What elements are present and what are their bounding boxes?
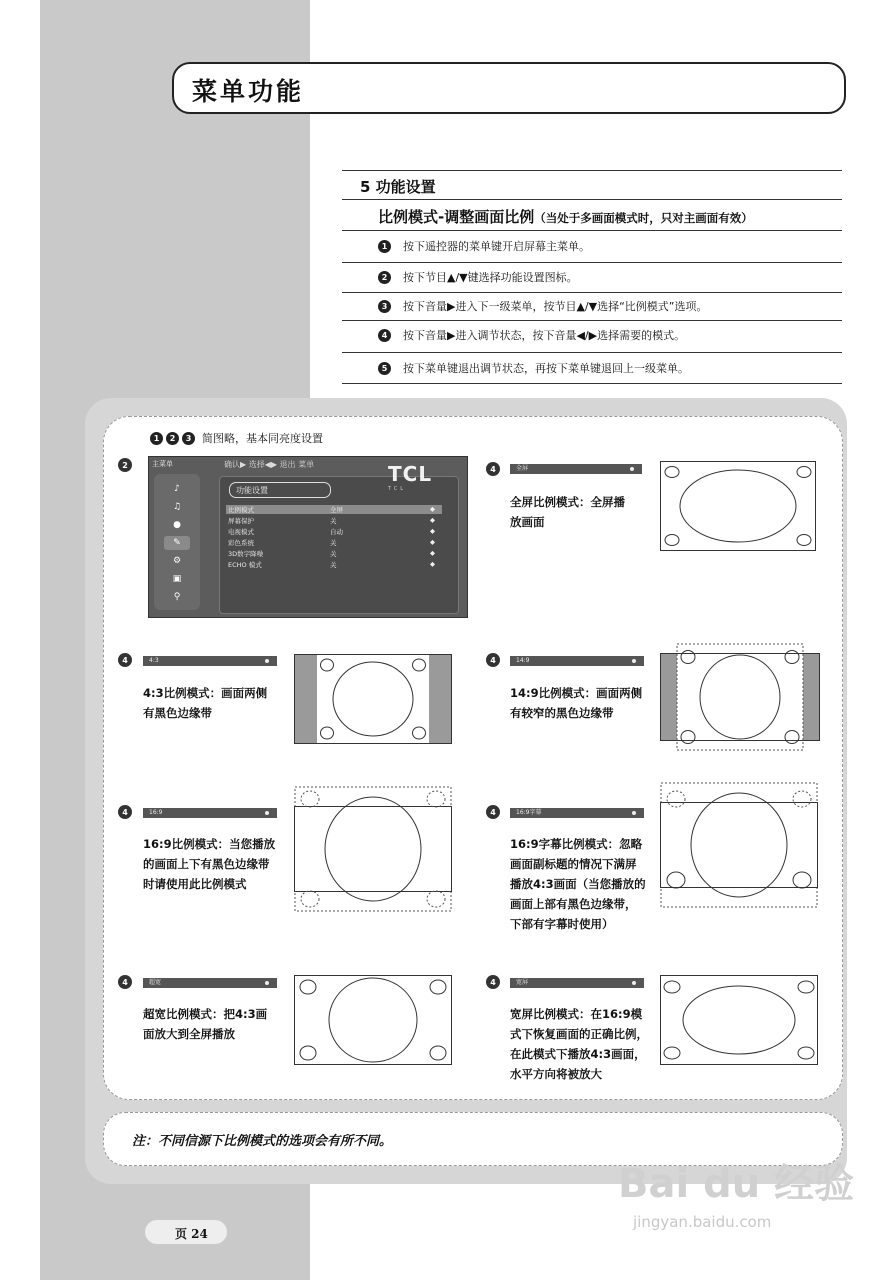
step-badge: 2 xyxy=(118,458,132,472)
tcl-logo: TCL xyxy=(388,462,433,486)
row-value: 关 xyxy=(330,550,337,558)
16-9-mode-screen xyxy=(294,786,452,912)
tv-menu-row xyxy=(226,527,442,536)
row-label: ECHO 模式 xyxy=(228,561,262,569)
row-value: 全屏 xyxy=(330,506,343,514)
description-line: 的画面上下有黑色边缘带 xyxy=(143,857,270,871)
wide-mode-screen xyxy=(660,975,818,1065)
baidu-watermark-url: jingyan.baidu.com xyxy=(633,1213,772,1231)
row-label: 3D数字降噪 xyxy=(228,550,264,558)
4-3-mode-screen xyxy=(294,654,452,744)
divider xyxy=(342,383,842,384)
subtitle-main: 比例模式-调整画面比例 xyxy=(378,208,535,226)
arrow-icon: ◆ xyxy=(430,527,435,535)
mode-bar-label: 超宽 xyxy=(149,979,162,986)
baidu-watermark-logo: Bai du 经验 xyxy=(618,1161,855,1207)
step-text: 按下节目▲/▼键选择功能设置图标。 xyxy=(403,271,578,284)
row-value: 自动 xyxy=(330,528,343,536)
page-margin xyxy=(0,0,40,1280)
row-label: 屏幕保护 xyxy=(228,517,254,525)
description-line: 播放4:3画面（当您播放的 xyxy=(510,877,646,891)
step-badge: 4 xyxy=(486,653,500,667)
page-number: 页 24 xyxy=(175,1227,208,1241)
arrow-icon: ◆ xyxy=(430,505,435,513)
description-line: 下部有字幕时使用） xyxy=(510,917,614,931)
mode-description xyxy=(510,1004,648,1084)
row-label: 彩色系统 xyxy=(228,539,254,547)
description-line: 水平方向将被放大 xyxy=(510,1067,602,1081)
super-wide-mode-screen xyxy=(294,975,452,1065)
description-line: 14:9比例模式：画面两侧 xyxy=(510,686,643,700)
divider xyxy=(342,199,842,200)
description-line: 4:3比例模式：画面两侧 xyxy=(143,686,268,700)
intro-badge: 3 xyxy=(182,432,195,445)
tv-menu-row xyxy=(226,560,442,569)
tv-menu-row xyxy=(226,516,442,525)
step-badge: 4 xyxy=(118,653,132,667)
step-text: 按下菜单键退出调节状态，再按下菜单键退回上一级菜单。 xyxy=(403,362,689,375)
step-number: 5 xyxy=(378,362,391,375)
description-line: 面放大到全屏播放 xyxy=(143,1027,235,1041)
row-value: 关 xyxy=(330,517,337,525)
tv-menu-row xyxy=(226,538,442,547)
mode-description xyxy=(510,683,642,723)
function-icon: ✎ xyxy=(164,536,190,550)
step-number: 1 xyxy=(378,240,391,253)
row-label: 比例模式 xyxy=(228,506,254,514)
page-title: 菜单功能 xyxy=(192,77,305,106)
divider xyxy=(342,262,842,263)
arrow-icon: ◆ xyxy=(430,538,435,546)
step-4 xyxy=(378,327,685,343)
step-badge: 4 xyxy=(118,975,132,989)
description-line: 有黑色边缘带 xyxy=(143,706,212,720)
row-value: 关 xyxy=(330,561,337,569)
description-line: 画面副标题的情况下满屏 xyxy=(510,857,637,871)
description-line: 16:9比例模式：当您播放 xyxy=(143,837,276,851)
14-9-mode-screen xyxy=(660,643,820,751)
screen-icon: ▣ xyxy=(172,574,182,584)
description-line: 超宽比例模式：把4:3画 xyxy=(143,1007,268,1021)
picture-icon: ● xyxy=(173,520,181,530)
description-line: 全屏比例模式：全屏播 xyxy=(510,495,625,509)
mode-description xyxy=(143,683,267,723)
mode-bar xyxy=(510,464,642,474)
section-subtitle xyxy=(378,206,753,227)
mode-description xyxy=(143,1004,267,1044)
mode-description xyxy=(510,492,625,532)
section-title: 5 功能设置 xyxy=(360,178,436,196)
step-2 xyxy=(378,269,578,285)
arrow-icon: ◆ xyxy=(430,560,435,568)
mode-bar xyxy=(143,656,277,666)
step-3 xyxy=(378,298,707,314)
row-label: 电视模式 xyxy=(228,528,254,536)
step-badge: 4 xyxy=(486,975,500,989)
tv-menu-title: 功能设置 xyxy=(236,486,268,495)
tcl-logo-sub: TCL xyxy=(388,486,407,492)
step-badge: 4 xyxy=(118,805,132,819)
step-text: 按下音量▶进入下一级菜单，按节目▲/▼选择“比例模式”选项。 xyxy=(403,300,708,313)
mode-bar-label: 宽屏 xyxy=(516,979,529,986)
step-number: 2 xyxy=(378,271,391,284)
mode-bar-label: 16:9字幕 xyxy=(516,809,542,816)
mode-bar-label: 16:9 xyxy=(149,809,163,816)
intro-line xyxy=(150,430,323,446)
gear-icon: ⚙ xyxy=(172,556,182,566)
step-text: 按下音量▶进入调节状态，按下音量◀/▶选择需要的模式。 xyxy=(403,329,686,342)
description-line: 在此模式下播放4:3画面， xyxy=(510,1047,646,1061)
row-value: 关 xyxy=(330,539,337,547)
step-badge: 4 xyxy=(486,462,500,476)
divider xyxy=(342,170,842,171)
mode-bar-label: 4:3 xyxy=(149,657,159,664)
mode-bar xyxy=(510,656,644,666)
divider xyxy=(342,352,842,353)
divider xyxy=(342,320,842,321)
note-text: 注：不同信源下比例模式的选项会有所不同。 xyxy=(132,1134,393,1149)
divider xyxy=(342,230,842,231)
mode-bar xyxy=(510,978,644,988)
arrow-icon: ◆ xyxy=(430,549,435,557)
description-line: 宽屏比例模式：在16:9模 xyxy=(510,1007,643,1021)
mode-description xyxy=(510,834,646,934)
description-line: 时请使用此比例模式 xyxy=(143,877,247,891)
mode-bar-label: 全屏 xyxy=(516,465,529,472)
intro-text: 简图略，基本同亮度设置 xyxy=(202,432,323,445)
subtitle-note: （当处于多画面模式时，只对主画面有效） xyxy=(534,211,753,225)
intro-badge: 1 xyxy=(150,432,163,445)
mode-bar xyxy=(510,808,644,818)
16-9-subtitle-mode-screen xyxy=(660,782,818,908)
step-number: 3 xyxy=(378,300,391,313)
mode-bar xyxy=(143,978,277,988)
divider xyxy=(342,292,842,293)
step-1 xyxy=(378,238,590,254)
description-line: 画面上部有黑色边缘带， xyxy=(510,897,637,911)
music-icon: ♪ xyxy=(174,484,180,494)
description-line: 有较窄的黑色边缘带 xyxy=(510,706,614,720)
step-number: 4 xyxy=(378,329,391,342)
tv-menu-head: 主菜单 xyxy=(152,460,173,468)
step-5 xyxy=(378,360,689,376)
search-icon: ⚲ xyxy=(173,592,181,602)
mode-bar-label: 14:9 xyxy=(516,657,530,664)
full-mode-screen xyxy=(660,461,816,551)
description-line: 16:9字幕比例模式：忽略 xyxy=(510,837,643,851)
step-badge: 4 xyxy=(486,805,500,819)
tv-menu-topbar: 确认▶ 选择◀▶ 退出 菜单 xyxy=(224,460,315,469)
intro-badge: 2 xyxy=(166,432,179,445)
mode-description xyxy=(143,834,275,894)
description-line: 式下恢复画面的正确比例， xyxy=(510,1027,648,1041)
mode-bar xyxy=(143,808,277,818)
description-line: 放画面 xyxy=(510,515,545,529)
arrow-icon: ◆ xyxy=(430,516,435,524)
tv-menu-row xyxy=(226,549,442,558)
audio-icon: ♫ xyxy=(172,502,182,512)
tv-menu-row xyxy=(226,505,442,514)
step-text: 按下遥控器的菜单键开启屏幕主菜单。 xyxy=(403,240,590,253)
